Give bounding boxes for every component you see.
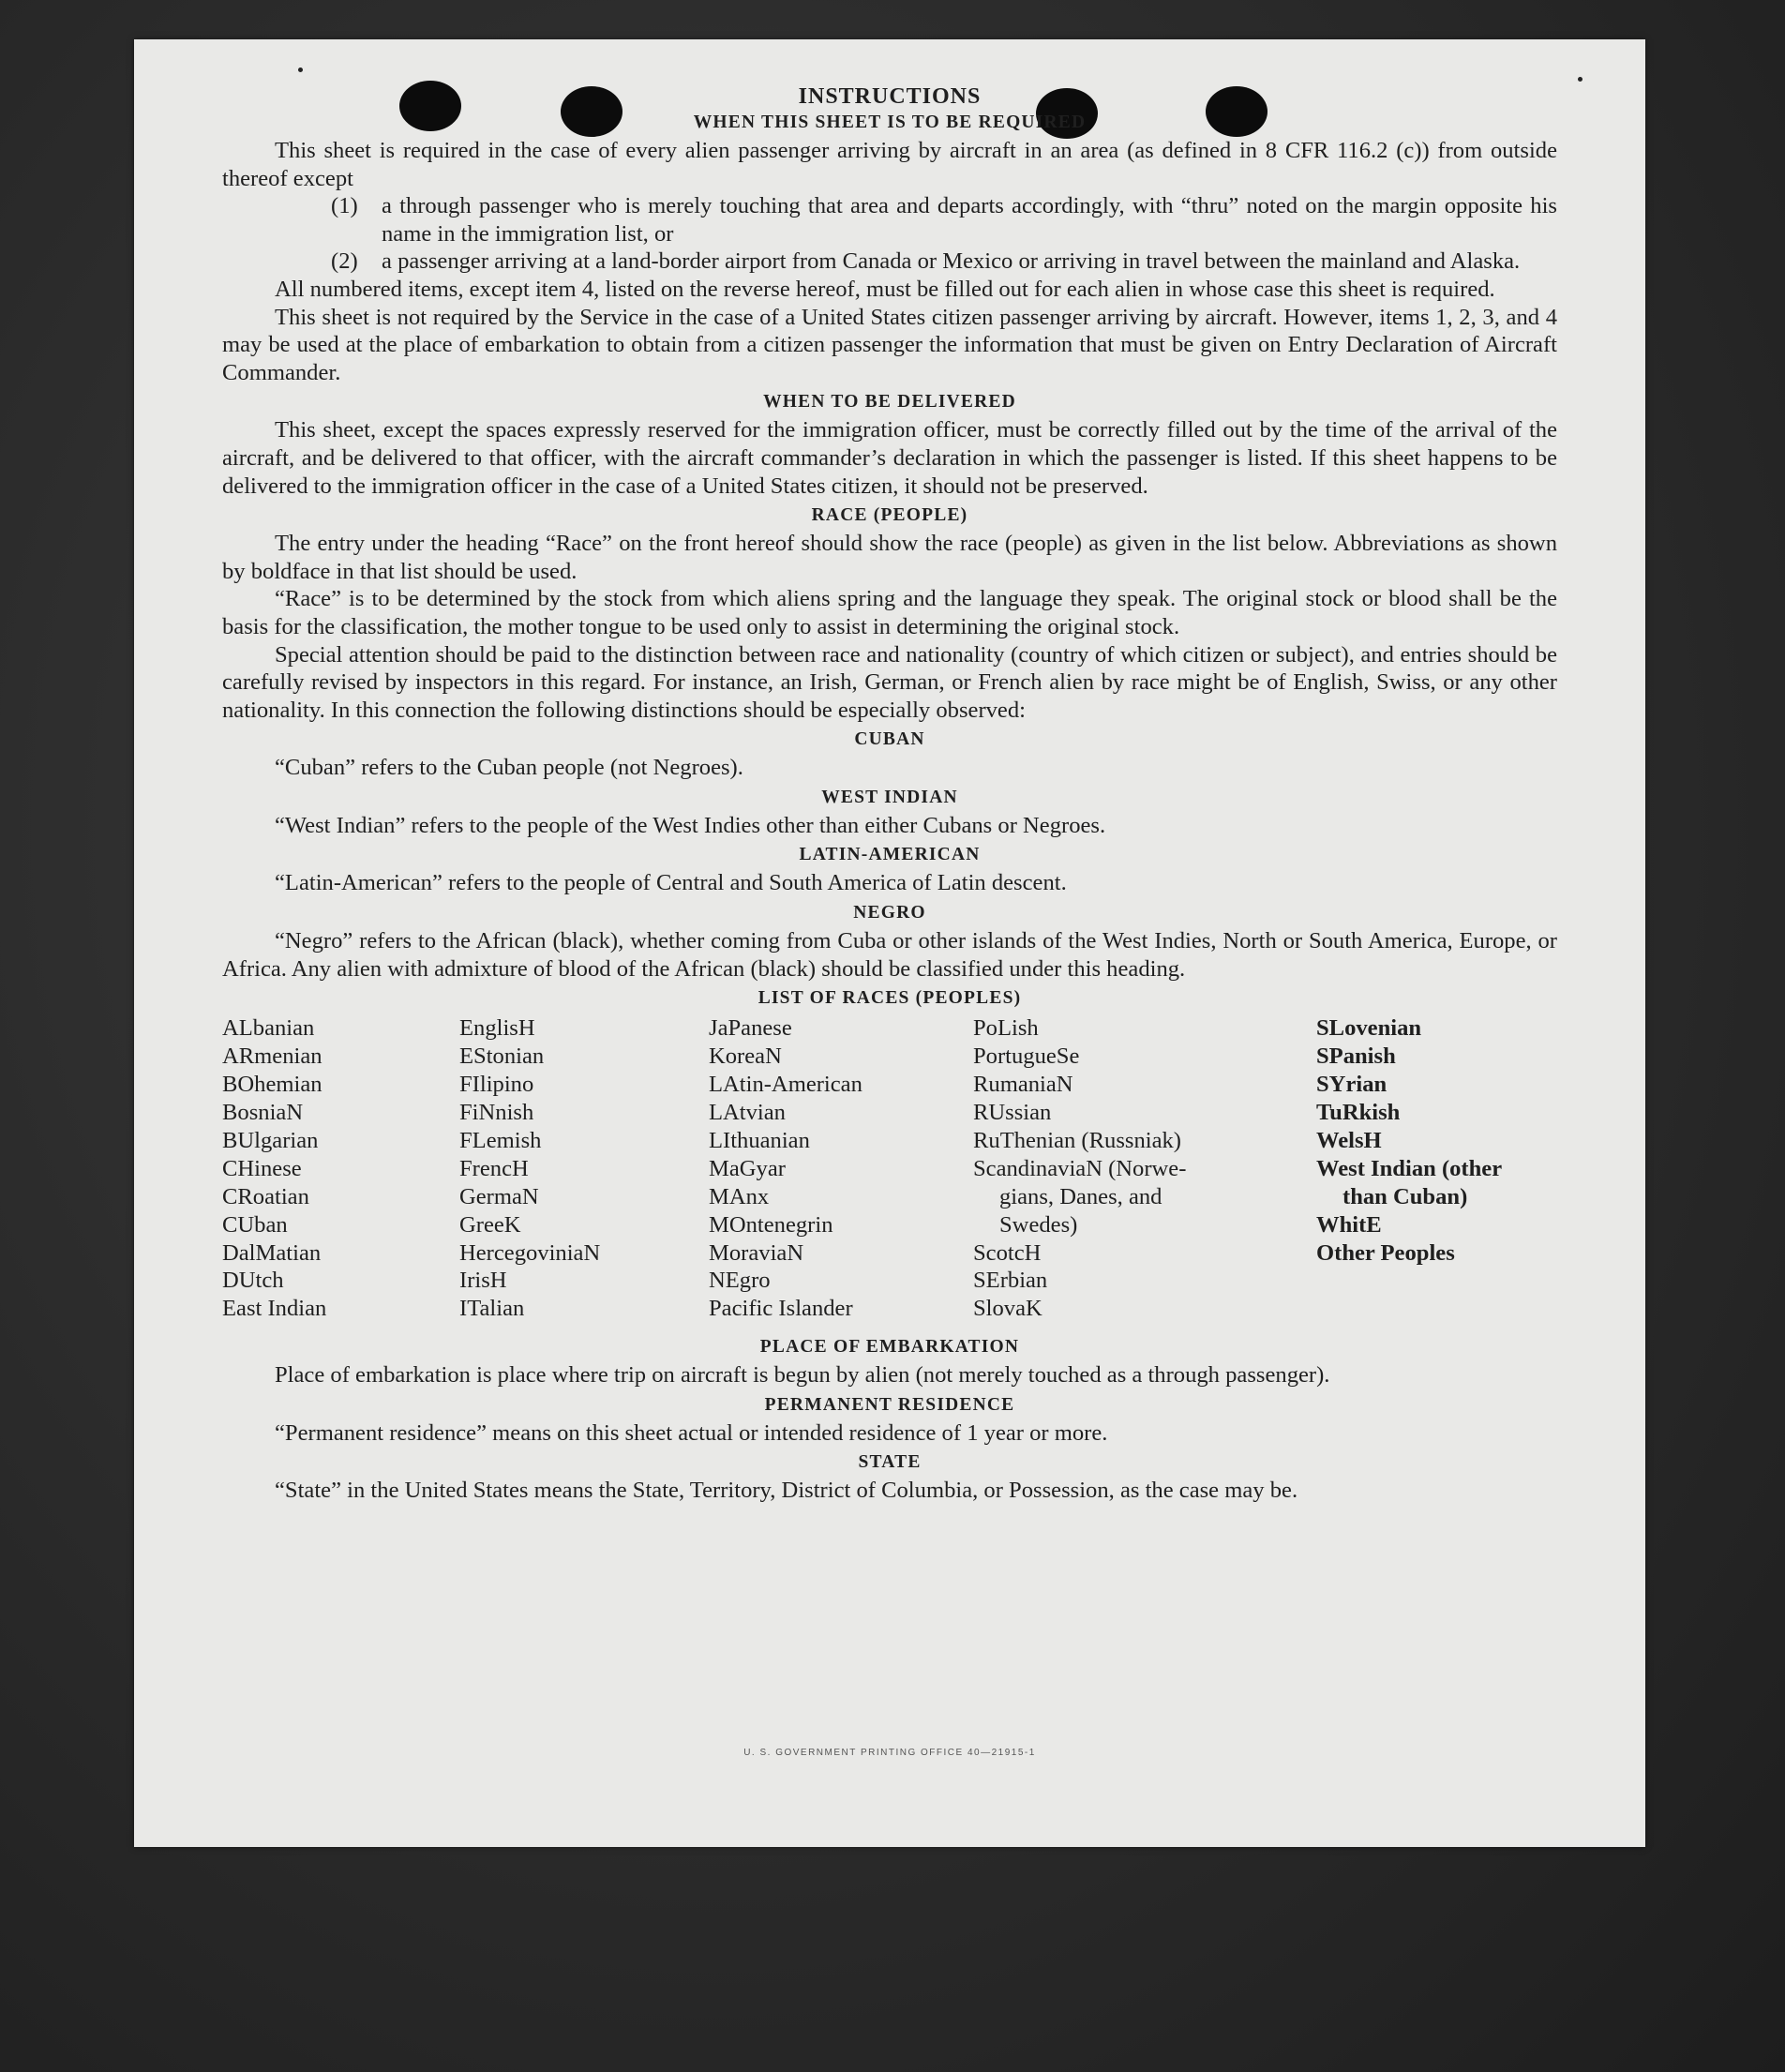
paragraph: “Race” is to be determined by the stock from which aliens spring and the language they speak. The original stock or blood shall be the basis for the classification, the mother tongue to be used only to assist in determining the original stock. bbox=[222, 586, 1557, 639]
race-item: MOntenegrin bbox=[709, 1211, 833, 1238]
race-item: PortugueSe bbox=[973, 1044, 1080, 1070]
race-item: RuThenian (Russniak) bbox=[973, 1127, 1181, 1153]
section-heading: LIST OF RACES (PEOPLES) bbox=[758, 988, 1022, 1009]
race-column bbox=[709, 1014, 862, 1323]
race-item: ScotcH bbox=[973, 1239, 1042, 1266]
race-item: ITalian bbox=[459, 1296, 525, 1322]
race-item: GreeK bbox=[459, 1211, 521, 1238]
page-title: INSTRUCTIONS bbox=[798, 84, 982, 109]
section-heading: WHEN THIS SHEET IS TO BE REQUIRED bbox=[693, 113, 1087, 132]
race-item: FIlipino bbox=[459, 1072, 534, 1098]
race-item: SPanish bbox=[1316, 1044, 1396, 1070]
paragraph: The entry under the heading “Race” on the front hereof should show the race (people) as given in the list below. Abbreviations as shown by boldface in that list should be used. bbox=[222, 531, 1557, 584]
race-item: KoreaN bbox=[709, 1044, 782, 1070]
item-text: a through passenger who is merely touching that area and departs accordingly, with “thru” noted on the margin opposite his name in the immigration list, or bbox=[382, 193, 1557, 247]
paragraph: “Negro” refers to the African (black), whether coming from Cuba or other islands of the West Indies, North or South America, Europe, or Africa. Any alien with admixture of blood of the African (black) should be classified under this heading. bbox=[222, 928, 1557, 982]
race-item: FLemish bbox=[459, 1127, 542, 1153]
race-item: Pacific Islander bbox=[709, 1296, 853, 1322]
race-item: SlovaK bbox=[973, 1296, 1042, 1322]
section-heading: PLACE OF EMBARKATION bbox=[759, 1337, 1020, 1358]
document-page bbox=[134, 39, 1645, 1847]
race-item: CRoatian bbox=[222, 1183, 309, 1209]
instructions-content bbox=[222, 83, 1557, 1505]
race-column bbox=[459, 1014, 600, 1323]
race-item: ScandinaviaN (Norwe- bbox=[973, 1155, 1187, 1181]
race-item: BosniaN bbox=[222, 1099, 304, 1125]
race-item: East Indian bbox=[222, 1296, 327, 1322]
race-item: DalMatian bbox=[222, 1239, 322, 1266]
race-item: gians, Danes, and bbox=[999, 1183, 1162, 1209]
section-heading: RACE (PEOPLE) bbox=[811, 505, 968, 526]
race-item: MaGyar bbox=[709, 1155, 786, 1181]
race-column bbox=[1316, 1014, 1502, 1267]
race-item: FiNnish bbox=[459, 1099, 534, 1125]
paragraph: This sheet is not required by the Service in the case of a United States citizen passenger arriving by aircraft. However, items 1, 2, 3, and 4 may be used at the place of embarkation to obtain from a citizen passenger the information that must be given on Entry Declaration of Aircraft Commander. bbox=[222, 304, 1557, 385]
paragraph: “Permanent residence” means on this sheet actual or intended residence of 1 year or more. bbox=[275, 1419, 1108, 1446]
item-text: a passenger arriving at a land-border airport from Canada or Mexico or arriving in travel between the mainland and Alaska. bbox=[382, 248, 1521, 275]
race-item: MoraviaN bbox=[709, 1239, 804, 1266]
race-item: SLovenian bbox=[1316, 1015, 1422, 1042]
section-heading: LATIN-AMERICAN bbox=[799, 845, 981, 865]
race-item: Swedes) bbox=[999, 1211, 1078, 1238]
exception-item bbox=[222, 248, 1557, 276]
race-item: JaPanese bbox=[709, 1015, 792, 1042]
item-number: (2) bbox=[331, 248, 358, 275]
race-item: than Cuban) bbox=[1342, 1183, 1468, 1209]
race-item: ALbanian bbox=[222, 1015, 315, 1042]
paragraph: “State” in the United States means the State, Territory, District of Columbia, or Possession, as the case may be. bbox=[275, 1478, 1298, 1504]
race-item: West Indian (other bbox=[1316, 1155, 1503, 1181]
race-item: IrisH bbox=[459, 1268, 507, 1294]
race-item: DUtch bbox=[222, 1268, 284, 1294]
race-item: EnglisH bbox=[459, 1015, 535, 1042]
race-list bbox=[222, 1014, 1557, 1331]
race-item: BUlgarian bbox=[222, 1127, 319, 1153]
race-item: CHinese bbox=[222, 1155, 302, 1181]
race-item: SYrian bbox=[1316, 1072, 1388, 1098]
section-heading: WEST INDIAN bbox=[821, 787, 958, 807]
paragraph: This sheet is required in the case of every alien passenger arriving by aircraft in an area (as defined in 8 CFR 116.2 (c)) from outside thereof except bbox=[222, 138, 1557, 191]
section-heading: NEGRO bbox=[853, 903, 926, 923]
race-item: PoLish bbox=[973, 1015, 1039, 1042]
race-item: FrencH bbox=[459, 1155, 529, 1181]
race-item: WhitE bbox=[1316, 1211, 1382, 1238]
exception-item bbox=[222, 192, 1557, 248]
race-item: EStonian bbox=[459, 1044, 545, 1070]
race-item: TuRkish bbox=[1316, 1099, 1401, 1125]
race-item: CUban bbox=[222, 1211, 288, 1238]
race-item: GermaN bbox=[459, 1183, 539, 1209]
section-heading: PERMANENT RESIDENCE bbox=[764, 1394, 1015, 1415]
speck bbox=[298, 68, 303, 72]
paragraph: “Latin-American” refers to the people of Central and South America of Latin descent. bbox=[275, 870, 1067, 896]
race-item: NEgro bbox=[709, 1268, 771, 1294]
race-item: Other Peoples bbox=[1316, 1239, 1455, 1266]
section-heading: STATE bbox=[858, 1452, 922, 1473]
race-item: ARmenian bbox=[222, 1044, 322, 1070]
race-item: BOhemian bbox=[222, 1072, 322, 1098]
paragraph: Place of embarkation is place where trip on aircraft is begun by alien (not merely touched as a through passenger). bbox=[275, 1362, 1330, 1389]
paragraph: “Cuban” refers to the Cuban people (not Negroes). bbox=[275, 755, 743, 781]
section-heading: WHEN TO BE DELIVERED bbox=[763, 392, 1016, 413]
race-item: WelsH bbox=[1316, 1127, 1382, 1153]
race-item: RUssian bbox=[973, 1099, 1052, 1125]
race-column bbox=[222, 1014, 326, 1323]
section-heading: CUBAN bbox=[854, 729, 925, 750]
paragraph: Special attention should be paid to the distinction between race and nationality (country of which citizen or subject), and entries should be carefully revised by inspectors in this regard. For instance, an Irish, German, or French alien by race might be of English, Swiss, or any other nationality. In this connection the following distinctions should be especially observed: bbox=[222, 641, 1557, 723]
paragraph: This sheet, except the spaces expressly reserved for the immigration officer, must be correctly filled out by the time of the arrival of the aircraft, and be delivered to that officer, with the aircraft commander’s declaration in which the passenger is listed. If this sheet happens to be delivered to the immigration officer in the case of a United States citizen, it should not be preserved. bbox=[222, 417, 1557, 499]
speck bbox=[1578, 77, 1582, 82]
race-column bbox=[973, 1014, 1186, 1323]
race-item: LAtvian bbox=[709, 1099, 786, 1125]
race-item: HercegoviniaN bbox=[459, 1239, 601, 1266]
paragraph: “West Indian” refers to the people of the West Indies other than either Cubans or Negroes. bbox=[275, 812, 1106, 838]
race-item: MAnx bbox=[709, 1183, 770, 1209]
race-item: LAtin-American bbox=[709, 1072, 862, 1098]
race-item: SErbian bbox=[973, 1268, 1048, 1294]
item-number: (1) bbox=[331, 193, 358, 219]
printing-office-imprint: U. S. GOVERNMENT PRINTING OFFICE 40—21915-1 bbox=[743, 1748, 1036, 1758]
paragraph: All numbered items, except item 4, listed on the reverse hereof, must be filled out for each alien in whose case this sheet is required. bbox=[275, 276, 1495, 302]
race-item: RumaniaN bbox=[973, 1072, 1073, 1098]
race-item: LIthuanian bbox=[709, 1127, 810, 1153]
